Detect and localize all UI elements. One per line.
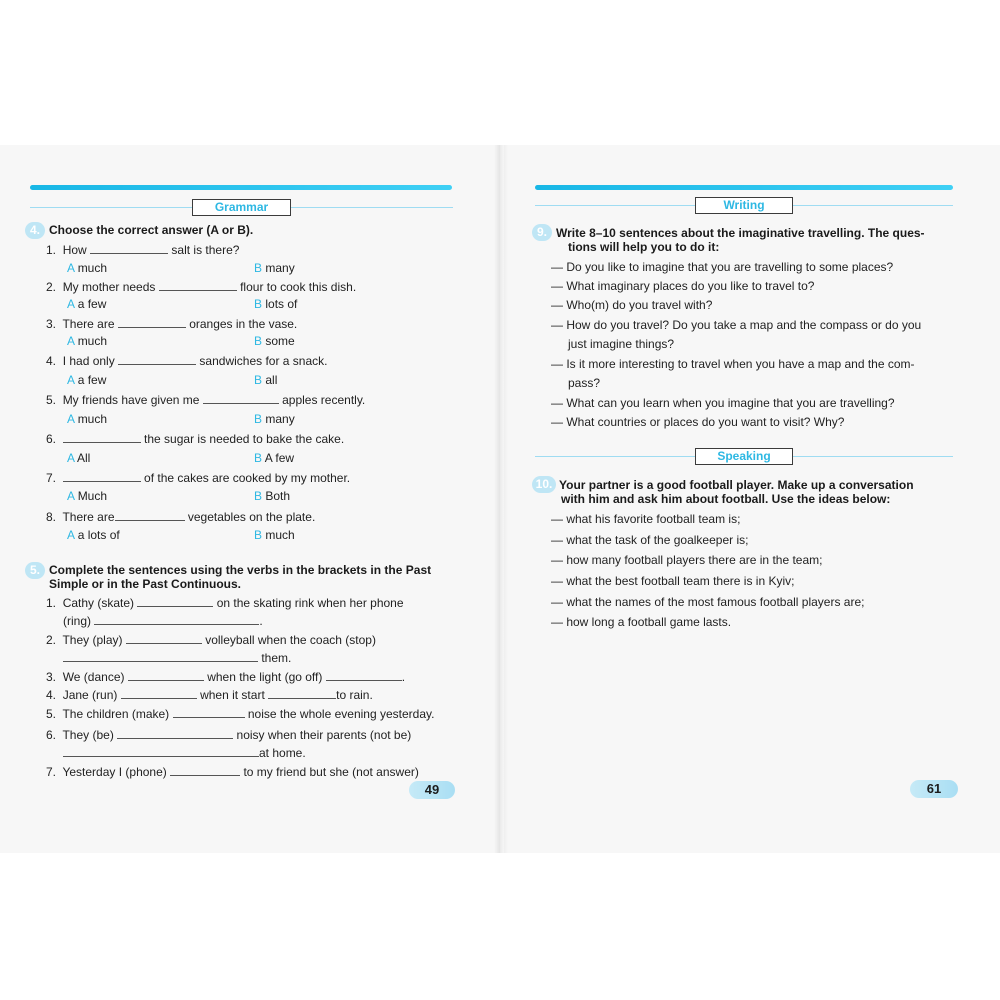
answer-blank[interactable]: [63, 431, 141, 443]
speaking-idea: — how long a football game lasts.: [551, 615, 732, 629]
exercise-number-4: 4.: [25, 222, 45, 239]
speaking-idea: — what the task of the goalkeeper is;: [551, 533, 749, 547]
answer-blank[interactable]: [126, 632, 202, 644]
speaking-idea: — what the best football team there is in Kyiv;: [551, 574, 795, 588]
page-number-left: 49: [409, 781, 455, 799]
ex4-item-7-option-a[interactable]: A Much: [67, 489, 108, 503]
ex5-item-2-continued: them.: [63, 650, 291, 665]
ex4-item-5-option-a[interactable]: A much: [67, 412, 108, 426]
answer-blank[interactable]: [159, 279, 237, 291]
answer-blank[interactable]: [326, 669, 402, 681]
answer-blank[interactable]: [137, 595, 213, 607]
ex5-item-4: 4. Jane (run) when it start to rain.: [46, 688, 373, 702]
ex4-item-7-option-b[interactable]: B Both: [254, 489, 291, 503]
writing-question: — Is it more interesting to travel when you have a map and the com-: [551, 357, 915, 371]
ex4-item-1: 1. How salt is there?: [46, 243, 240, 257]
exercise-5-instruction-line-1: Complete the sentences using the verbs in the brackets in the Past: [49, 563, 432, 577]
ex5-item-6: 6. They (be) noisy when their parents (not be): [46, 728, 412, 742]
answer-blank[interactable]: [90, 242, 168, 254]
exercise-9-instruction-line-1: Write 8–10 sentences about the imaginative travelling. The ques-: [556, 226, 925, 240]
ex4-item-3-option-a[interactable]: A much: [67, 334, 108, 348]
answer-blank[interactable]: [128, 669, 204, 681]
answer-blank[interactable]: [118, 353, 196, 365]
writing-question: — How do you travel? Do you take a map and the compass or do you: [551, 318, 922, 332]
answer-blank[interactable]: [121, 687, 197, 699]
writing-rule-left: [535, 205, 695, 206]
answer-blank[interactable]: [63, 470, 141, 482]
ex4-item-1-option-b[interactable]: B many: [254, 261, 295, 275]
answer-blank[interactable]: [94, 613, 259, 625]
answer-blank[interactable]: [118, 316, 186, 328]
ex4-item-4: 4. I had only sandwiches for a snack.: [46, 354, 328, 368]
ex5-item-1: 1. Cathy (skate) on the skating rink when her phone: [46, 596, 404, 610]
ex4-item-6-option-a[interactable]: A All: [67, 451, 91, 465]
ex5-item-3: 3. We (dance) when the light (go off) .: [46, 670, 406, 684]
ex4-item-4-option-b[interactable]: B all: [254, 373, 278, 387]
ex4-item-2: 2. My mother needs flour to cook this dish.: [46, 280, 357, 294]
ex4-item-3-option-b[interactable]: B some: [254, 334, 295, 348]
ex4-item-5: 5. My friends have given me apples recently.: [46, 393, 366, 407]
exercise-10-instruction-line-2: with him and ask him about football. Use the ideas below:: [561, 492, 891, 506]
page-number-right: 61: [910, 780, 958, 798]
ex5-item-5: 5. The children (make) noise the whole evening yesterday.: [46, 707, 435, 721]
speaking-idea: — how many football players there are in the team;: [551, 553, 823, 567]
answer-blank[interactable]: [117, 727, 233, 739]
grammar-rule-right: [291, 207, 453, 208]
ex4-item-8: 8. There are vegetables on the plate.: [46, 510, 316, 524]
writing-question-continued: just imagine things?: [568, 337, 675, 351]
exercise-number-5: 5.: [25, 562, 45, 579]
ex5-item-2: 2. They (play) volleyball when the coach (stop): [46, 633, 376, 647]
writing-question: — Who(m) do you travel with?: [551, 298, 713, 312]
ex4-item-3: 3. There are oranges in the vase.: [46, 317, 298, 331]
writing-question: — What imaginary places do you like to travel to?: [551, 279, 815, 293]
exercise-number-10: 10.: [532, 476, 556, 493]
exercise-4-instruction: Choose the correct answer (A or B).: [49, 223, 254, 237]
exercise-9-instruction-line-2: tions will help you to do it:: [568, 240, 720, 254]
section-title-writing: Writing: [695, 197, 793, 214]
writing-question: — What countries or places do you want to visit? Why?: [551, 415, 845, 429]
ex4-item-6: 6. the sugar is needed to bake the cake.: [46, 432, 345, 446]
speaking-rule-right: [793, 456, 953, 457]
ex4-item-8-option-a[interactable]: A a lots of: [67, 528, 120, 542]
speaking-idea: — what his favorite football team is;: [551, 512, 741, 526]
ex4-item-1-option-a[interactable]: A much: [67, 261, 108, 275]
ex4-item-7: 7. of the cakes are cooked by my mother.: [46, 471, 351, 485]
ex4-item-2-option-b[interactable]: B lots of: [254, 297, 298, 311]
speaking-idea: — what the names of the most famous football players are;: [551, 595, 865, 609]
writing-rule-right: [793, 205, 953, 206]
ex4-item-5-option-b[interactable]: B many: [254, 412, 295, 426]
answer-blank[interactable]: [170, 764, 240, 776]
ex5-item-1-continued: (ring) .: [63, 614, 263, 628]
answer-blank[interactable]: [63, 745, 259, 757]
answer-blank[interactable]: [63, 650, 258, 662]
ex5-item-7: 7. Yesterday I (phone) to my friend but she (not answer): [46, 765, 419, 779]
ex4-item-6-option-b[interactable]: B A few: [254, 451, 295, 465]
book-spine: [494, 145, 508, 853]
ex5-item-6-continued: at home.: [63, 745, 306, 760]
writing-question: — What can you learn when you imagine that you are travelling?: [551, 396, 895, 410]
ex4-item-4-option-a[interactable]: A a few: [67, 373, 107, 387]
exercise-10-instruction-line-1: Your partner is a good football player. Make up a conversation: [559, 478, 914, 492]
section-title-grammar: Grammar: [192, 199, 291, 216]
right-top-bar: [535, 185, 953, 190]
speaking-rule-left: [535, 456, 695, 457]
writing-question: — Do you like to imagine that you are travelling to some places?: [551, 260, 894, 274]
ex4-item-8-option-b[interactable]: B much: [254, 528, 295, 542]
left-top-bar: [30, 185, 452, 190]
writing-question-continued: pass?: [568, 376, 601, 390]
section-title-speaking: Speaking: [695, 448, 793, 465]
ex4-item-2-option-a[interactable]: A a few: [67, 297, 107, 311]
answer-blank[interactable]: [173, 706, 245, 718]
grammar-rule-left: [30, 207, 192, 208]
exercise-number-9: 9.: [532, 224, 552, 241]
exercise-5-instruction-line-2: Simple or in the Past Continuous.: [49, 577, 242, 591]
answer-blank[interactable]: [203, 392, 279, 404]
answer-blank[interactable]: [115, 509, 185, 521]
answer-blank[interactable]: [268, 687, 336, 699]
